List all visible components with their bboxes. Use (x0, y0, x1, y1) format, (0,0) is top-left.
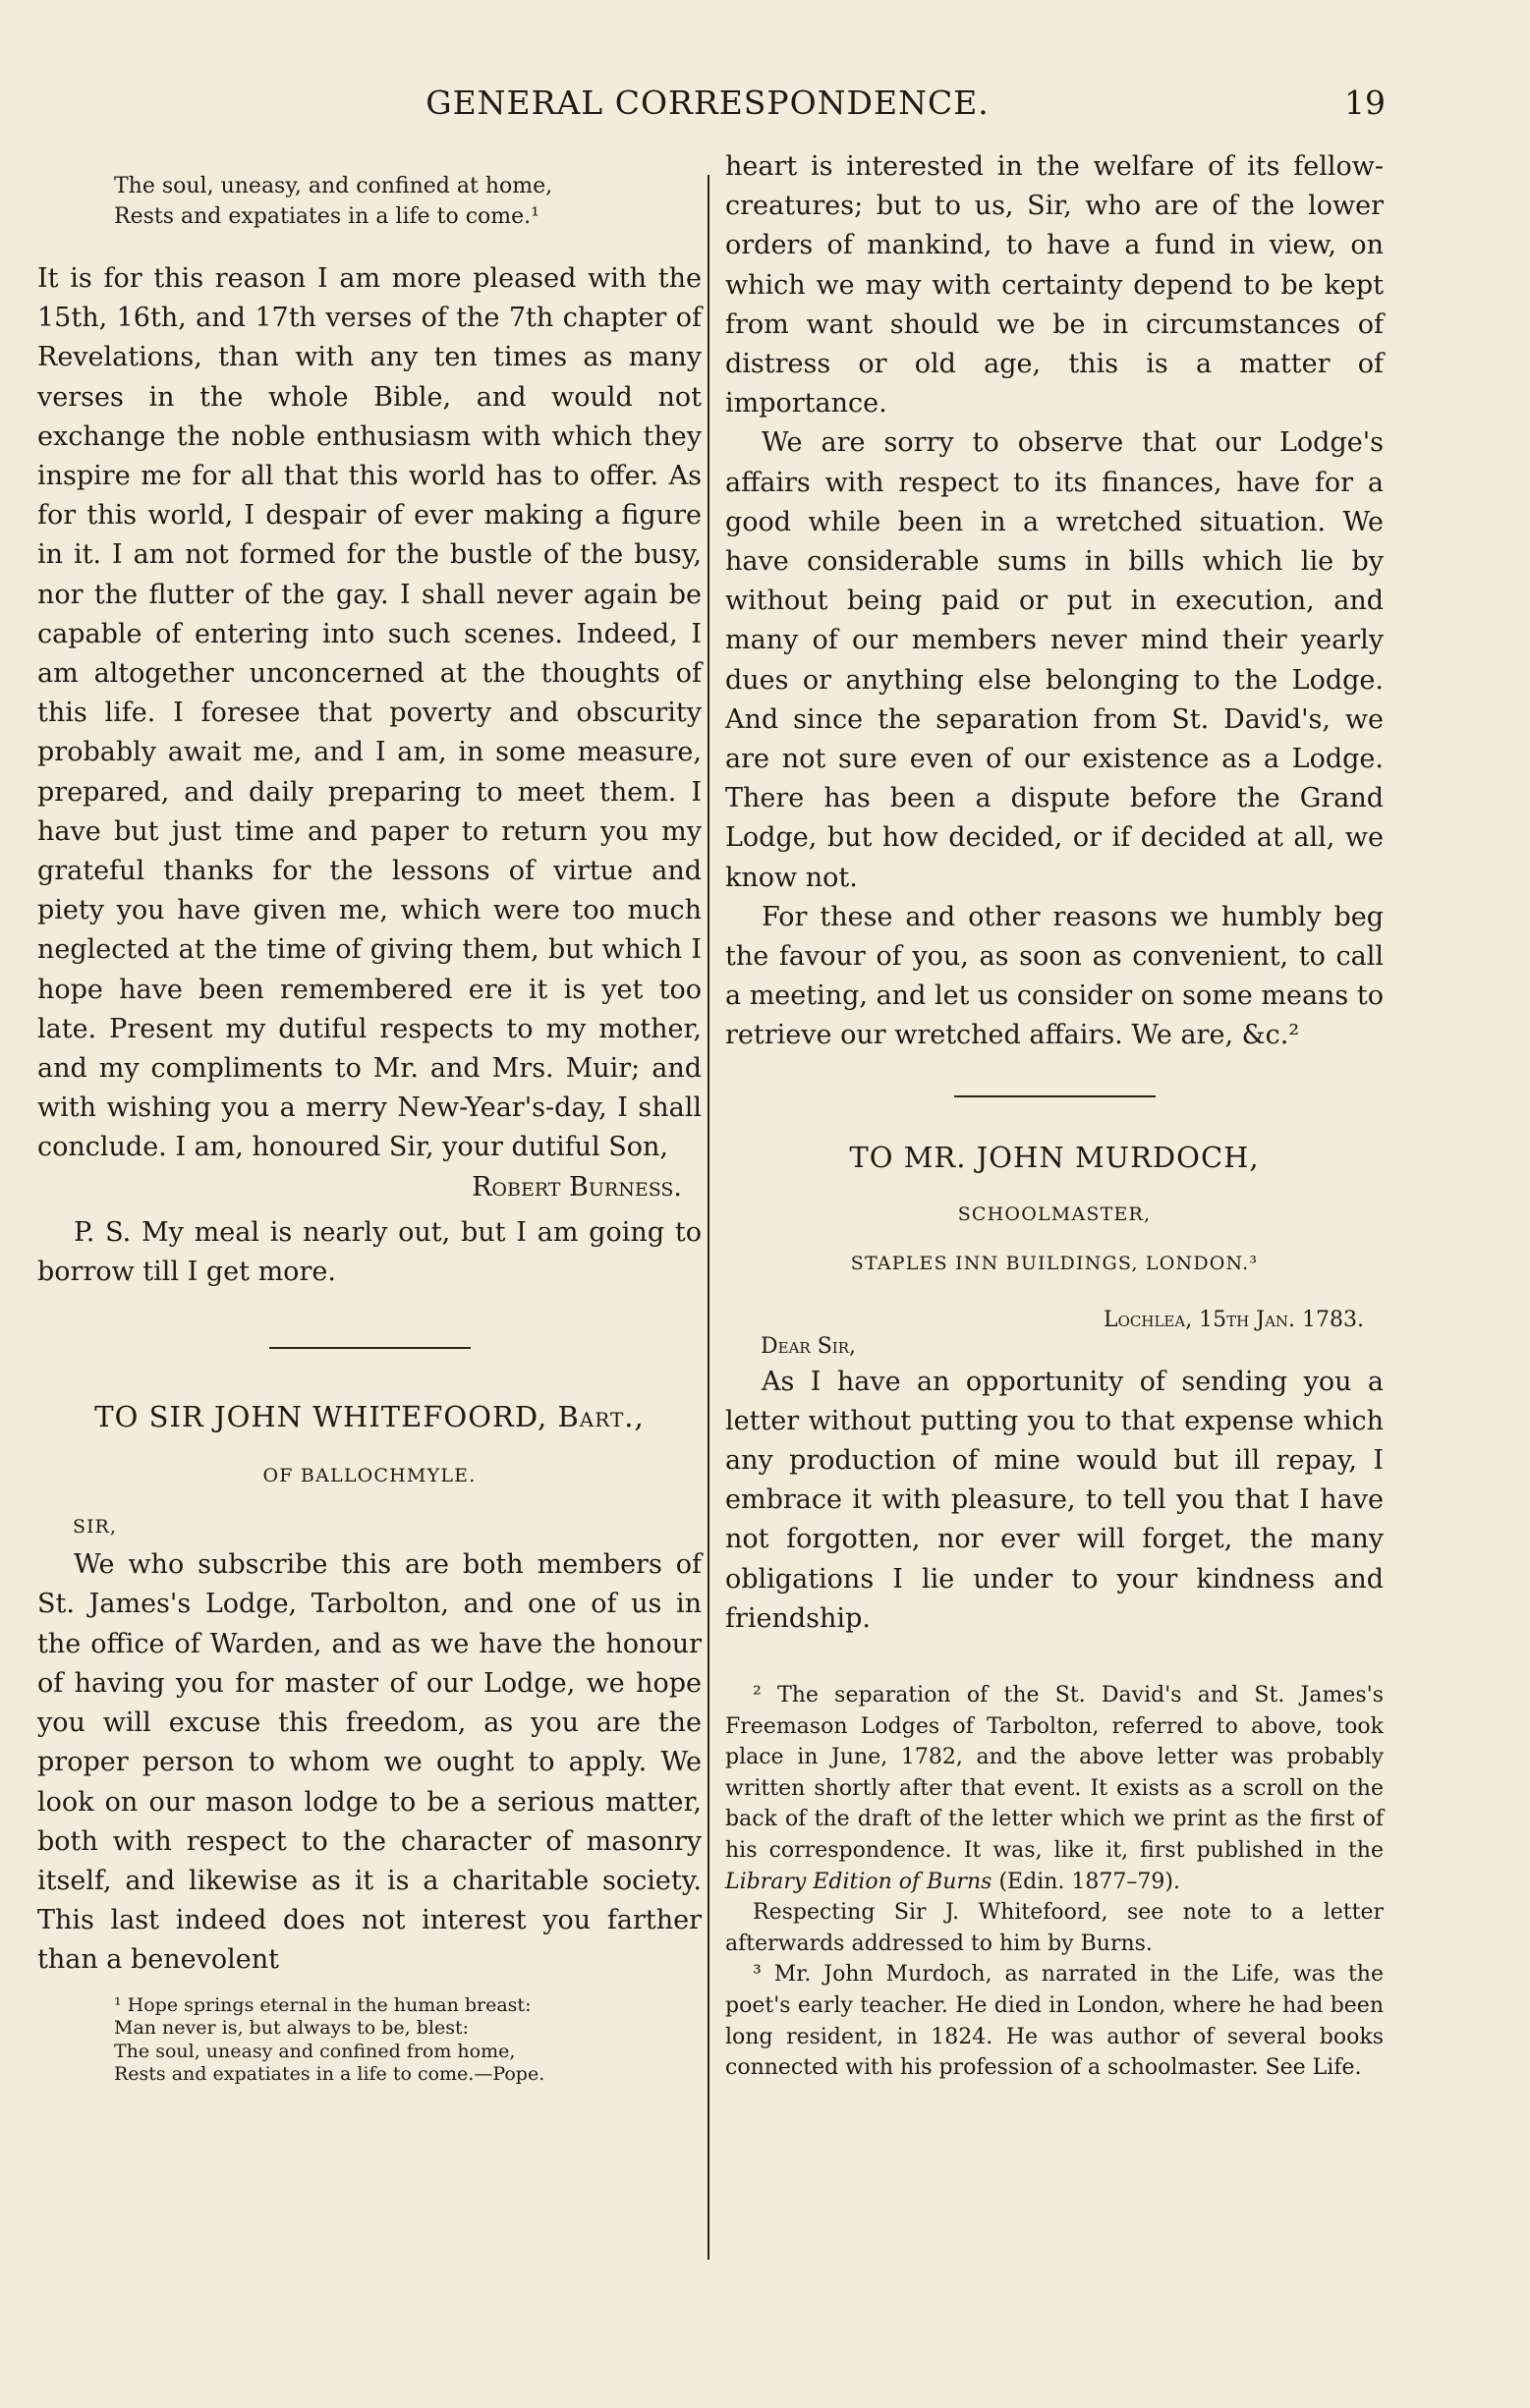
verse-line: The soul, uneasy, and confined at home, (114, 174, 553, 198)
verse-line: Rests and expatiates in a life to come.¹ (114, 204, 539, 229)
footnote-line: Man never is, but always to be, blest: (114, 2017, 470, 2040)
letter2-body: We who subscribe this are both members of St. James's Lodge, Tarbolton, and one of us in the office of Warden, and as we have the honour of having you for master of our Lodge, we hope you will excuse this freedom, as you are the proper person to whom we ought to apply. We look on our mason lodge to be a serious matter, both with respect to the character of masonry itself, and likewise as it is a charitable society. This last indeed does not interest you farther than a benevolent (37, 1549, 702, 1976)
footnote-2-tail: (Edin. 1877–79). (992, 1869, 1180, 1894)
letter3-subheading: SCHOOLMASTER, (957, 1203, 1152, 1225)
letter2-heading (37, 1400, 702, 1433)
footnote-1 (114, 1994, 702, 2087)
footnote-2-text: ² The separation of the St. David's and St. James's Freemason Lodges of Tarbolton, referred to above, took place in June, 1782, and the above letter was probably written shortly after that event. It exists as a scroll on the back of the draft of the letter which we print as the first of his correspondence. It was, like it, first published in the (725, 1683, 1384, 1864)
signature: Robert Burness. (472, 1171, 682, 1203)
letter3-dateline: Lochlea, 15th Jan. 1783. (1103, 1307, 1364, 1332)
letter2-paragraph-3: For these and other reasons we humbly beg the favour of you, as soon as convenient, to call a meeting, and let us consider on some means to retrieve our wretched affairs. We are, &c.² (725, 901, 1384, 1051)
letter2-subheading: OF BALLOCHMYLE. (262, 1465, 477, 1487)
letter2-heading-title: Bart., (557, 1400, 645, 1434)
footnote-line: The soul, uneasy and confined from home, (114, 2040, 516, 2062)
letter3-salutation: Dear Sir, (761, 1333, 856, 1359)
running-head: GENERAL CORRESPONDENCE. (425, 84, 990, 122)
footnote-2b: Respecting Sir J. Whitefoord, see note to a letter afterwards addressed to him by Burns. (725, 1900, 1384, 1956)
section-rule (269, 1347, 471, 1349)
section-rule (954, 1095, 1156, 1097)
page-number: 19 (1344, 84, 1386, 122)
column-divider (708, 175, 709, 2260)
letter2-salutation: SIR, (73, 1516, 117, 1539)
letter2-heading-main: TO SIR JOHN WHITEFOORD, (94, 1400, 558, 1434)
footnote-2-title: Library Edition of Burns (725, 1869, 992, 1894)
verse-quote (114, 171, 702, 232)
right-column (725, 147, 1384, 2084)
footnote-line: ¹ Hope springs eternal in the human breast: (114, 1993, 532, 2016)
letter2-continuation: heart is interested in the welfare of its fellow-creatures; but to us, Sir, who are of the lower orders of mankind, to have a fund in view, on which we may with certainty depend to be kept from want should we be in circumstances of distress or old age, this is a matter of importance. (725, 151, 1384, 420)
postscript: P. S. My meal is nearly out, but I am going to borrow till I get more. (37, 1216, 702, 1288)
letter3-address: STAPLES INN BUILDINGS, LONDON.³ (850, 1252, 1259, 1274)
letter3-body: As I have an opportunity of sending you a letter without putting you to that expense which any production of mine would but ill repay, I embrace it with pleasure, to tell you that I have not forgotten, nor ever will forget, the many obligations I lie under to your kindness and friendship. (725, 1366, 1384, 1634)
footnote-3: ³ Mr. John Murdoch, as narrated in the Life, was the poet's early teacher. He died in London, where he had been long resident, in 1824. He was author of several books connected with his profession of a schoolmaster. See Life. (725, 1962, 1384, 2081)
letter1-paragraph: It is for this reason I am more pleased with the 15th, 16th, and 17th verses of the 7th chapter of Revelations, than with any ten times as many verses in the whole Bible, and would not exchange the noble enthusiasm with which they inspire me for all that this world has to offer. As for this world, I despair of ever making a figure in it. I am not formed for the bustle of the busy, nor the flutter of the gay. I shall never again be capable of entering into such scenes. Indeed, I am altogether unconcerned at the thoughts of this life. I foresee that poverty and obscurity probably await me, and I am, in some measure, prepared, and daily preparing to meet them. I have but just time and paper to return you my grateful thanks for the lessons of virtue and piety you have given me, which were too much neglected at the time of giving them, but which I hope have been remembered ere it is yet too late. Present my dutiful respects to my mother, and my compliments to Mr. and Mrs. Muir; and with wishing you a merry New-Year's-day, I shall conclude. I am, honoured Sir, your dutiful Son, (37, 263, 702, 1163)
letter2-paragraph-2: We are sorry to observe that our Lodge's affairs with respect to its finances, have for a good while been in a wretched situation. We have considerable sums in bills which lie by without being paid or put in execution, and many of our members never mind their yearly dues or anything else belonging to the Lodge. And since the separation from St. David's, we are not sure even of our existence as a Lodge. There has been a dispute before the Grand Lodge, but how decided, or if decided at all, we know not. (725, 427, 1384, 893)
left-column (37, 147, 702, 2087)
letter3-heading: TO MR. JOHN MURDOCH, (849, 1140, 1260, 1174)
footnote-2 (725, 1680, 1384, 1897)
footnote-line: Rests and expatiates in a life to come.—Pope. (114, 2063, 545, 2086)
